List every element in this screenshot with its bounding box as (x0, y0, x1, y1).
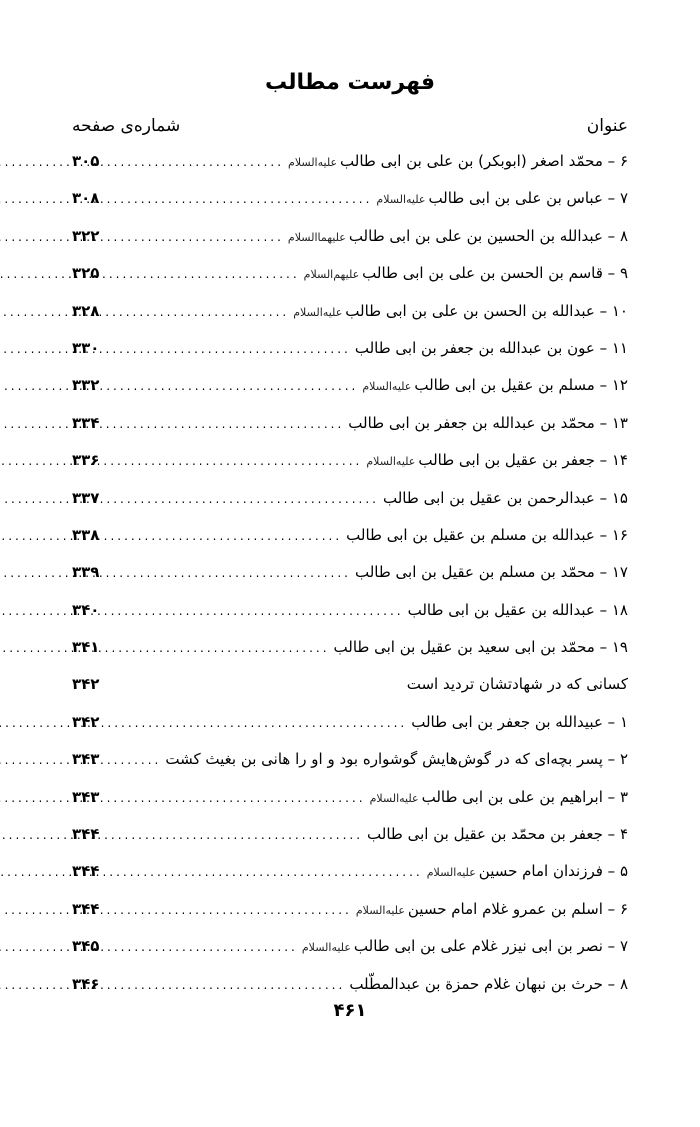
dot-leader (103, 780, 365, 817)
toc-entry-title: ۴ – جعفر بن محمّد بن عقیل بن ابی طالب (367, 825, 628, 844)
dot-leader (103, 406, 344, 443)
dot-leader (103, 854, 422, 891)
toc-entry-title: ۸ – عبدالله بن الحسین بن علی بن ابی طالب (348, 226, 628, 245)
toc-entry-title: ۱۰ – عبدالله بن الحسن بن علی بن ابی طالب (345, 301, 628, 320)
toc-entry-title: ۷ – نصر بن ابی نیزر غلام علی بن ابی طالب (353, 937, 628, 956)
dot-leader (103, 443, 362, 480)
toc-entry-page: ۳۴۳ (72, 787, 100, 806)
toc-entry[interactable] (72, 592, 628, 629)
toc-entry-title: ۱۸ – عبدالله بن عقیل بن ابی طالب (407, 600, 628, 619)
dot-leader (103, 368, 358, 405)
dot-leader (103, 817, 363, 854)
dot-leader (103, 518, 342, 555)
toc-entry[interactable] (72, 255, 628, 292)
dot-leader (103, 481, 379, 518)
dot-leader (103, 742, 161, 779)
dot-leader (103, 256, 299, 293)
toc-entry-title: کسانی که در شهادتشان تردید است (406, 675, 628, 694)
toc-entry-page: ۳۳۲ (72, 376, 100, 395)
toc-entry-title: ۱۶ – عبدالله بن مسلم بن عقیل بن ابی طالب (346, 525, 628, 544)
honorific-mark: علیه‌السلام (426, 866, 476, 880)
toc-entry-page: ۳۰۵ (72, 152, 100, 170)
toc-entry-title: ۲ – پسر بچه‌ای که در گوش‌هایش گوشواره بود و او را هانی بن بغیث کشت (165, 750, 628, 769)
toc-entry[interactable] (72, 143, 628, 180)
toc-entry[interactable] (72, 180, 628, 217)
toc-entry-page: ۳۳۰ (72, 338, 100, 357)
toc-entry-page: ۳۴۲ (72, 675, 100, 694)
honorific-mark: علیه‌السلام (301, 941, 351, 955)
toc-entry[interactable] (72, 928, 628, 965)
toc-entry-page: ۳۴۲ (72, 712, 100, 731)
honorific-mark: علیه‌السلام (293, 305, 343, 319)
dot-leader (103, 144, 284, 181)
toc-entry-page: ۳۳۴ (72, 413, 100, 432)
column-headers (72, 113, 628, 139)
toc-entry-page: ۳۴۴ (72, 825, 100, 844)
honorific-mark: علیه‌السلام (376, 193, 426, 207)
dot-leader (103, 219, 283, 256)
toc-entry-page: ۳۴۶ (72, 974, 100, 993)
toc-entry[interactable] (72, 367, 628, 404)
page-number: ۴۶۱ (333, 1000, 367, 1021)
toc-entry[interactable] (72, 704, 628, 741)
toc-entry[interactable] (72, 293, 628, 330)
toc-entry[interactable] (72, 966, 628, 1003)
toc-entry[interactable] (72, 741, 628, 778)
toc-entry-page: ۳۴۴ (72, 862, 100, 881)
toc-entry-title: ۵ – فرزندان امام حسین (478, 862, 628, 881)
toc-entry-page: ۳۴۵ (72, 937, 100, 956)
dot-leader (103, 929, 297, 966)
toc-entry-title: ۱۷ – محمّد بن مسلم بن عقیل بن ابی طالب (354, 563, 628, 582)
toc-entry[interactable] (72, 853, 628, 890)
honorific-mark: علیه‌السلام (355, 903, 405, 917)
toc-entry[interactable] (72, 554, 628, 591)
toc-entry-title: ۱۲ – مسلم بن عقیل بن ابی طالب (414, 376, 628, 395)
page-title: فهرست مطالب (264, 70, 436, 95)
toc-entry-title: ۱۳ – محمّد بن عبدالله بن جعفر بن ابی طالب (348, 413, 628, 432)
toc-entry-page: ۳۲۵ (72, 264, 100, 283)
dot-leader (103, 555, 351, 592)
toc-entry-title: ۱۱ – عون بن عبدالله بن جعفر بن ابی طالب (354, 338, 628, 357)
toc-entry-page: ۳۰۸ (72, 189, 100, 208)
toc-entry[interactable] (72, 517, 628, 554)
toc-entry-page: ۳۴۳ (72, 750, 100, 769)
dot-leader (103, 705, 407, 742)
toc-entry-page: ۳۴۴ (72, 899, 100, 918)
toc-entry-page: ۳۲۸ (72, 301, 100, 320)
toc-entry[interactable] (72, 330, 628, 367)
dot-leader (103, 892, 351, 929)
toc-entry-title: ۸ – حرث بن نبهان غلام حمزة بن عبدالمطّلب (349, 974, 628, 993)
honorific-mark: علیه‌السلام (288, 156, 338, 169)
dot-leader (103, 630, 329, 667)
honorific-mark: علیه‌السلام (366, 455, 416, 469)
toc-entry[interactable] (72, 816, 628, 853)
toc-entry[interactable] (72, 779, 628, 816)
toc-entry[interactable] (72, 218, 628, 255)
toc-entry[interactable] (72, 666, 628, 703)
toc-entry-title: ۳ – ابراهیم بن علی بن ابی طالب (421, 787, 628, 806)
toc-entry-page: ۳۴۰ (72, 600, 100, 619)
toc-entry[interactable] (72, 891, 628, 928)
dot-leader (103, 967, 345, 1004)
toc-entry[interactable] (72, 405, 628, 442)
toc-entry[interactable] (72, 442, 628, 479)
honorific-mark: علیهم‌السلام (303, 268, 360, 282)
column-header-title: عنوان (586, 116, 628, 136)
toc-entry-title: ۱۴ – جعفر بن عقیل بن ابی طالب (418, 451, 628, 470)
toc-entry-page: ۳۳۹ (72, 563, 100, 582)
toc-entry-title: ۷ – عباس بن علی بن ابی طالب (428, 189, 628, 208)
honorific-mark: علیه‌السلام (362, 380, 412, 394)
toc-entry-title: ۶ – محمّد اصغر (ابوبکر) بن علی بن ابی طالب (340, 152, 628, 170)
toc-entry-page: ۳۳۶ (72, 451, 100, 470)
toc-entry-page: ۳۴۱ (72, 638, 100, 657)
dot-leader (103, 593, 403, 630)
toc-entry-title: ۱۹ – محمّد بن ابی سعید بن عقیل بن ابی طالب (333, 638, 628, 657)
toc-entry-title: ۶ – اسلم بن عمرو غلام امام حسین (407, 899, 628, 918)
toc-entry-page: ۳۳۸ (72, 525, 100, 544)
toc-entry[interactable] (72, 480, 628, 517)
toc-entry-title: ۹ – قاسم بن الحسن بن علی بن ابی طالب (362, 264, 628, 283)
toc-entry-page: ۳۳۷ (72, 488, 100, 507)
toc-entry-page: ۳۲۲ (72, 226, 100, 245)
toc-entry-title: ۱۵ – عبدالرحمن بن عقیل بن ابی طالب (383, 488, 628, 507)
dot-leader (103, 294, 289, 331)
column-header-page: شماره‌ی صفحه (72, 116, 181, 136)
dot-leader (103, 331, 350, 368)
honorific-mark: علیهما‌السلام (287, 230, 346, 244)
honorific-mark: علیه‌السلام (369, 791, 419, 805)
table-of-contents (72, 143, 628, 1003)
toc-entry[interactable] (72, 629, 628, 666)
dot-leader (103, 181, 372, 218)
toc-entry-title: ۱ – عبیدالله بن جعفر بن ابی طالب (411, 712, 628, 731)
